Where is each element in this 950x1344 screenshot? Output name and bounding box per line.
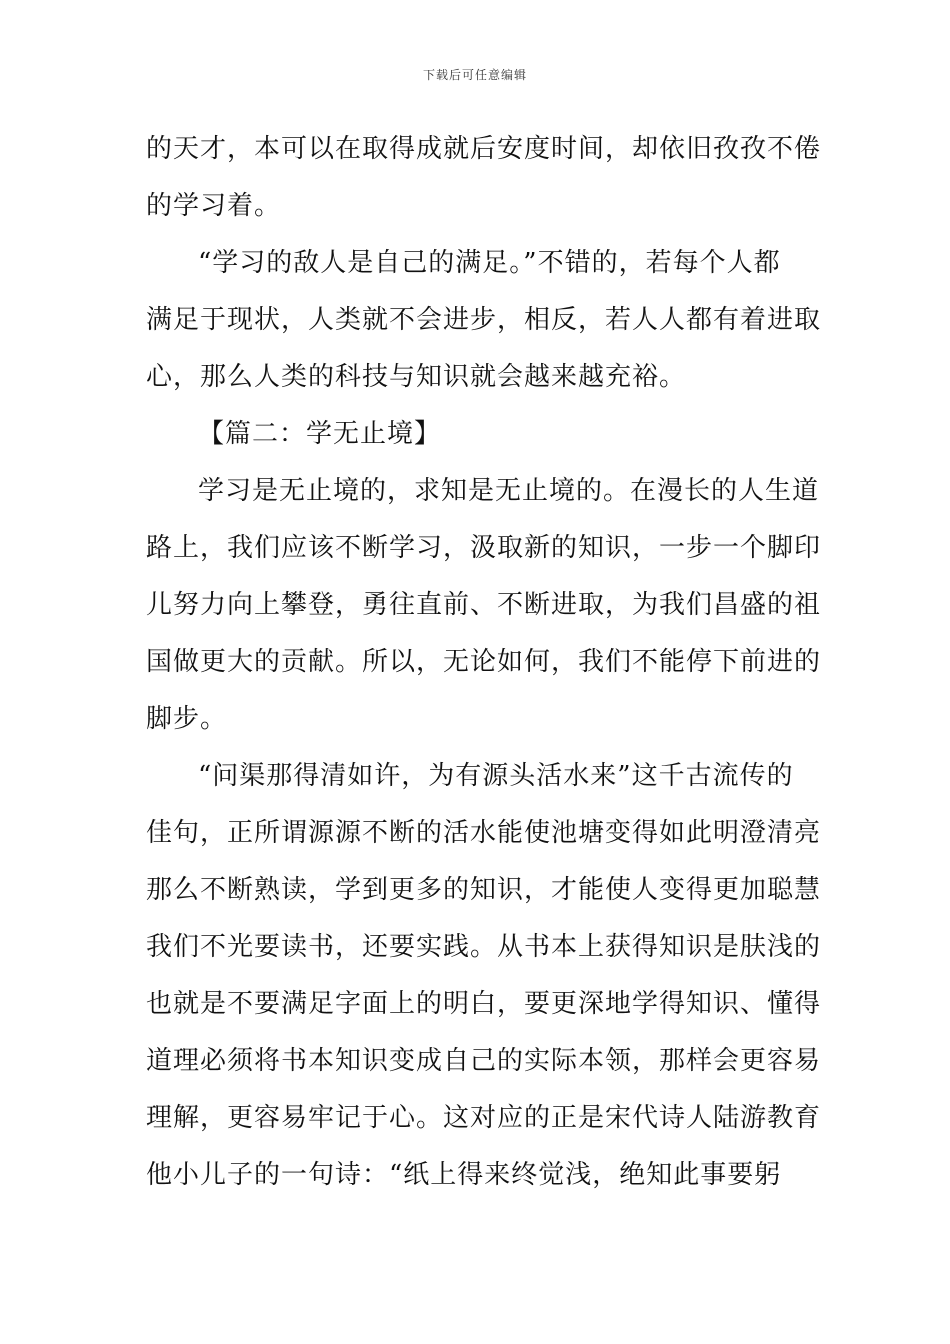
text-line: 学习是无止境的，求知是无止境的。在漫长的人生道 — [198, 476, 820, 506]
text-line: 脚步。 — [146, 704, 228, 734]
text-line: 国做更大的贡献。所以，无论如何，我们不能停下前进的 — [146, 647, 822, 677]
text-line: “问渠那得清如许，为有源头活水来”这千古流传的 — [198, 761, 794, 791]
text-line: 那么不断熟读，学到更多的知识，才能使人变得更加聪慧 — [146, 875, 822, 905]
text-line: 的学习着。 — [146, 191, 282, 221]
text-line: 我们不光要读书，还要实践。从书本上获得知识是肤浅的 — [146, 932, 822, 962]
text-line: 佳句，正所谓源源不断的活水能使池塘变得如此明澄清亮 — [146, 818, 822, 848]
text-line: 儿努力向上攀登，勇往直前、不断进取，为我们昌盛的祖 — [146, 590, 822, 620]
text-line: 心，那么人类的科技与知识就会越来越充裕。 — [146, 362, 687, 392]
text-line: 路上，我们应该不断学习，汲取新的知识，一步一个脚印 — [146, 533, 822, 563]
text-line: 满足于现状，人类就不会进步，相反，若人人都有着进取 — [146, 305, 822, 335]
text-line: 道理必须将书本知识变成自己的实际本领，那样会更容易 — [146, 1046, 822, 1076]
text-line: “学习的敌人是自己的满足。”不错的，若每个人都 — [198, 248, 781, 278]
text-line: 的天才，本可以在取得成就后安度时间，却依旧孜孜不倦 — [146, 134, 822, 164]
text-line: 他小儿子的一句诗：“纸上得来终觉浅，绝知此事要躬 — [146, 1160, 782, 1190]
page-header: 下载后可任意编辑 — [422, 68, 527, 82]
section-heading: 【篇二：学无止境】 — [198, 419, 442, 449]
text-line: 理解，更容易牢记于心。这对应的正是宋代诗人陆游教育 — [146, 1103, 822, 1133]
text-line: 也就是不要满足字面上的明白，要更深地学得知识、懂得 — [146, 989, 822, 1019]
article-body — [146, 121, 822, 1204]
